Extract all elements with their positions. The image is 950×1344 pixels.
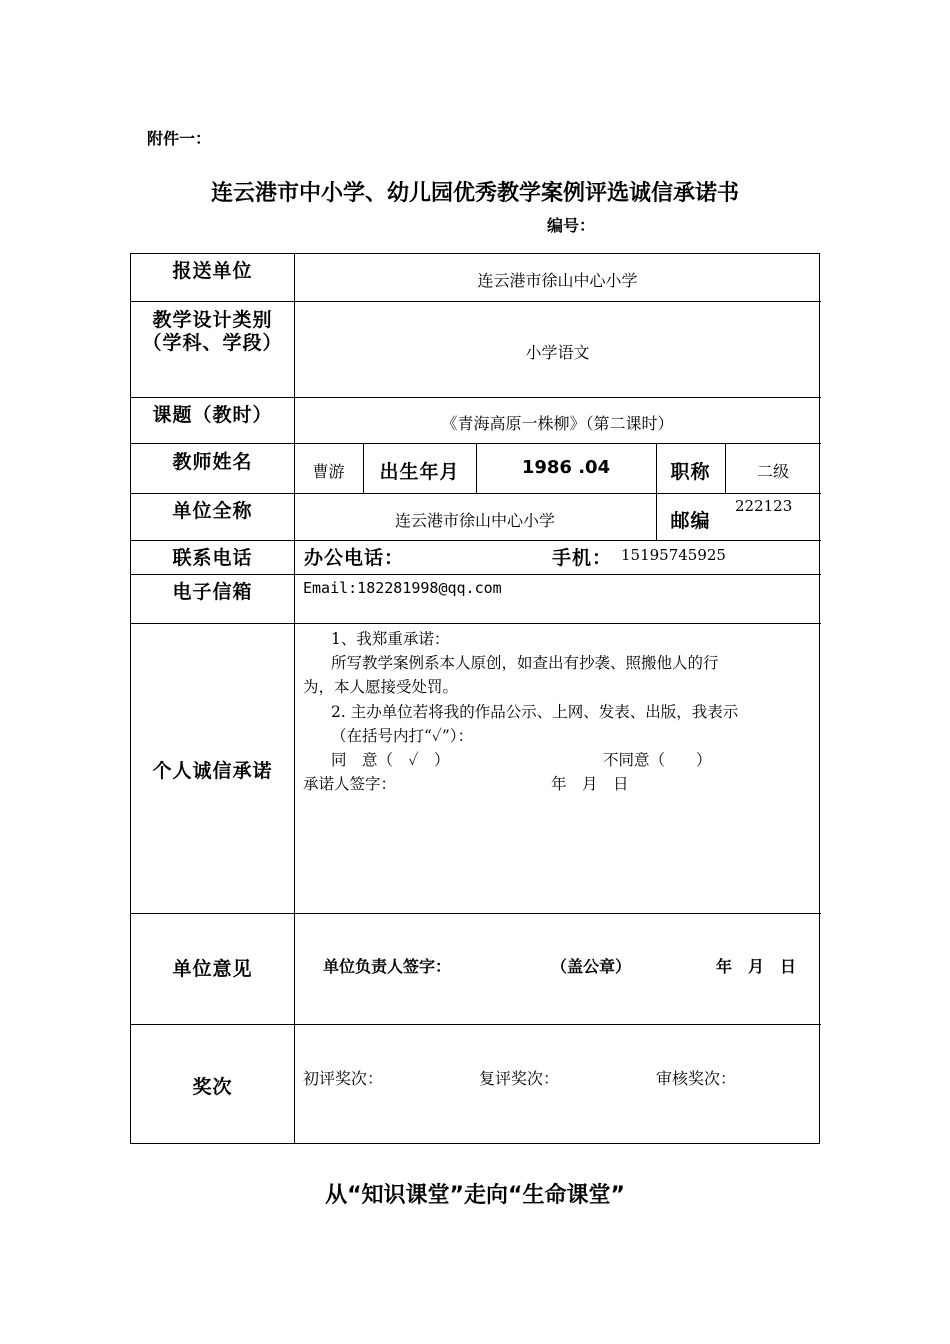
row-divider xyxy=(131,301,821,302)
review-award-label: 复评奖次： xyxy=(479,1069,560,1088)
phone-label: 联系电话 xyxy=(172,547,253,569)
category-label-line2: （学科、学段） xyxy=(142,332,283,354)
unit-value: 连云港市徐山中心小学 xyxy=(477,271,638,290)
opinion-sign-label: 单位负责人签字： xyxy=(323,957,452,976)
email-label: 电子信箱 xyxy=(172,581,253,603)
pledge-form-table xyxy=(130,253,820,1144)
pledge-line-5: （在括号内打“✓”）： xyxy=(331,727,474,745)
column-divider xyxy=(294,254,295,1144)
pledge-line-2: 所写教学案例系本人原创，如查出有抄袭、照搬他人的行 xyxy=(331,654,719,672)
row-divider xyxy=(131,540,821,541)
pledge-line-1: 1、我郑重承诺： xyxy=(331,630,450,648)
birth-value: 1986 .04 xyxy=(521,457,611,478)
row-divider xyxy=(131,913,821,914)
award-label: 奖次 xyxy=(192,1076,233,1098)
initial-award-label: 初评奖次： xyxy=(303,1069,384,1088)
rank-value: 二级 xyxy=(756,462,789,481)
row-divider xyxy=(131,623,821,624)
attachment-label: 附件一： xyxy=(147,129,212,148)
mobile-label: 手机： xyxy=(552,547,613,569)
rank-label: 职称 xyxy=(670,461,711,483)
pledge-agree-option: 同 意（ ✓ ） xyxy=(331,751,450,769)
mobile-value: 15195745925 xyxy=(621,546,726,564)
email-value: Email:182281998@qq.com xyxy=(303,579,502,597)
opinion-label: 单位意见 xyxy=(172,958,253,980)
opinion-seal-label: （盖公章） xyxy=(551,957,632,976)
row-divider xyxy=(131,1024,821,1025)
pledge-disagree-option: 不同意（ ） xyxy=(603,751,712,769)
footer-title: 从“知识课堂”走向“生命课堂” xyxy=(325,1183,625,1208)
birth-label: 出生年月 xyxy=(379,461,460,483)
category-label-line1: 教学设计类别 xyxy=(152,309,273,331)
pledge-date: 年 月 日 xyxy=(551,775,629,793)
pledge-line-4: 2. 主办单位若将我的作品公示、上网、发表、出版，我表示 xyxy=(331,703,739,721)
row-divider xyxy=(131,397,821,398)
topic-label: 课题（教时） xyxy=(152,404,273,426)
serial-number-label: 编号： xyxy=(547,216,596,235)
office-phone-label: 办公电话： xyxy=(304,547,405,569)
pledge-label: 个人诚信承诺 xyxy=(152,760,273,782)
document-title: 连云港市中小学、幼儿园优秀教学案例评选诚信承诺书 xyxy=(210,181,739,206)
postcode-value: 222123 xyxy=(735,497,793,515)
row-divider xyxy=(131,574,821,575)
opinion-date: 年 月 日 xyxy=(716,957,797,976)
audit-award-label: 审核奖次： xyxy=(656,1069,737,1088)
unit-fullname-label: 单位全称 xyxy=(172,500,253,522)
unit-fullname-value: 连云港市徐山中心小学 xyxy=(394,511,555,530)
postcode-label: 邮编 xyxy=(670,510,711,532)
category-value: 小学语文 xyxy=(525,343,590,362)
pledge-signer-label: 承诺人签字： xyxy=(303,775,397,793)
pledge-line-3: 为，本人愿接受处罚。 xyxy=(303,678,459,696)
teacher-name-value: 曹游 xyxy=(312,462,345,481)
row-divider xyxy=(131,493,821,494)
unit-label: 报送单位 xyxy=(172,260,253,282)
teacher-name-label: 教师姓名 xyxy=(172,451,253,473)
topic-value: 《青海高原一株柳》（第二课时） xyxy=(441,414,674,433)
